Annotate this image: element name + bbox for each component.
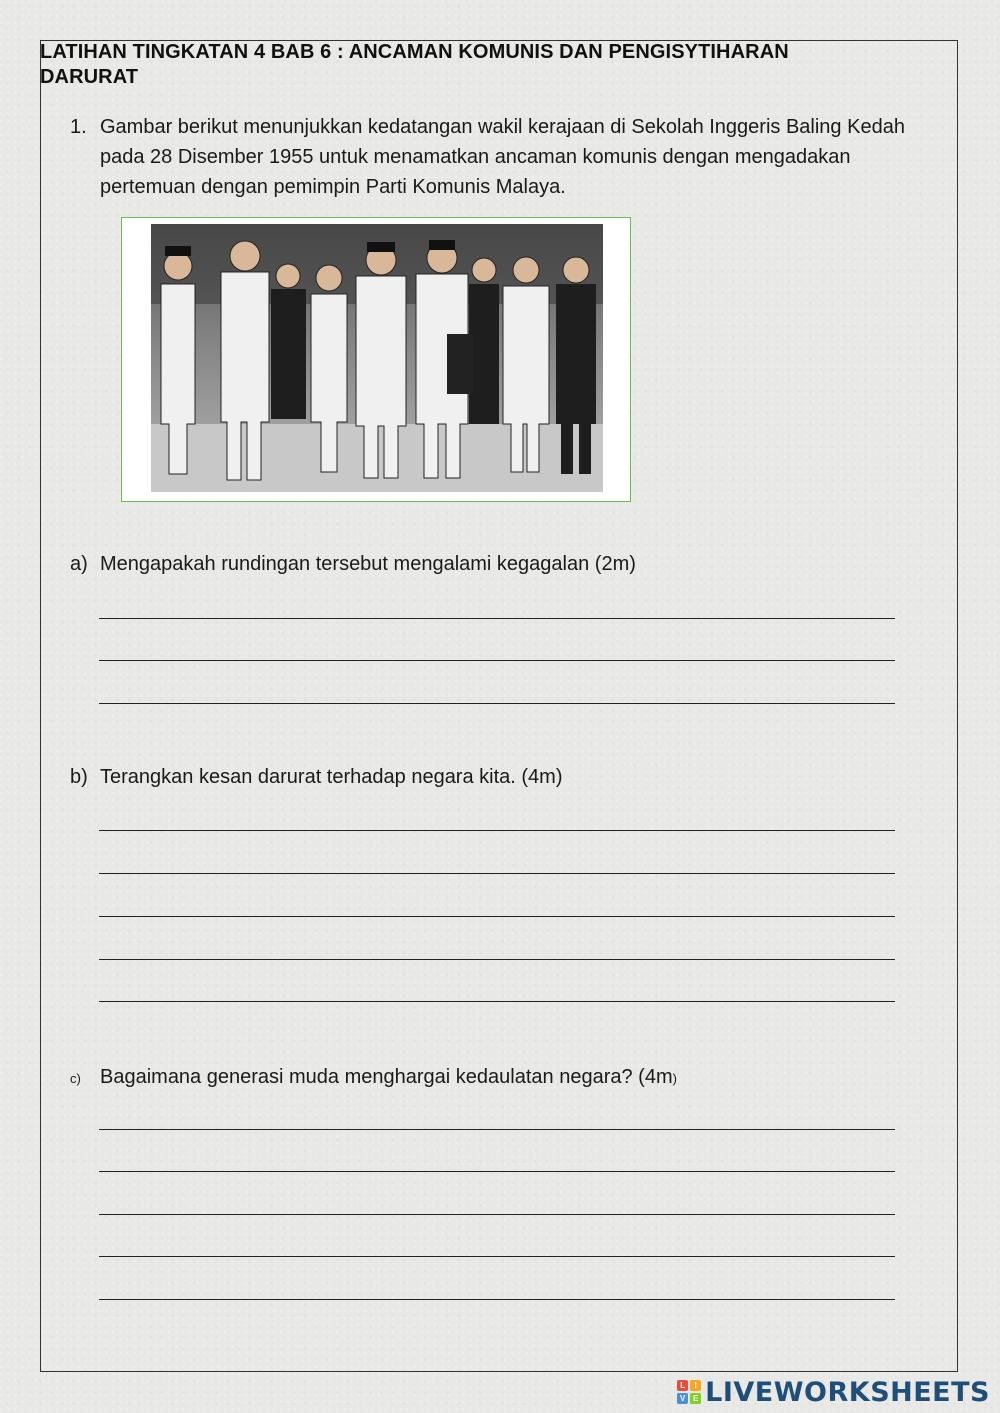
question-1 (70, 112, 930, 202)
answer-line[interactable] (99, 1171, 895, 1172)
answer-line[interactable] (99, 873, 895, 874)
photo-illustration (151, 224, 603, 492)
logo-letter: E (690, 1393, 701, 1404)
question-text: Gambar berikut menunjukkan kedatangan wakil kerajaan di Sekolah Inggeris Baling Kedah pada 28 Disember 1955 untuk menamatkan ancaman komunis dengan mengadakan pertemuan dengan pemimpin Parti Komunis Malaya. (100, 116, 905, 198)
answer-line[interactable] (99, 1256, 895, 1257)
answer-line[interactable] (99, 1299, 895, 1300)
subquestion-text: Terangkan kesan darurat terhadap negara kita. (4m) (100, 766, 563, 788)
subquestion-text: Mengapakah rundingan tersebut mengalami kegagalan (2m) (100, 553, 636, 575)
title-line-2: DARURAT (40, 66, 139, 88)
answer-line[interactable] (99, 830, 895, 831)
liveworksheets-footer (677, 1376, 990, 1408)
answer-line[interactable] (99, 703, 895, 704)
historical-photo (151, 224, 603, 492)
answer-line[interactable] (99, 916, 895, 917)
subquestion-label: b) (70, 766, 88, 788)
photo-frame (121, 217, 631, 502)
answer-line[interactable] (99, 660, 895, 661)
answer-line[interactable] (99, 1214, 895, 1215)
liveworksheets-logo-icon (677, 1380, 701, 1404)
answer-line[interactable] (99, 1001, 895, 1002)
answer-line[interactable] (99, 959, 895, 960)
brand-name: LIVEWORKSHEETS (705, 1376, 990, 1408)
subquestion-b (70, 764, 930, 790)
worksheet-title (40, 40, 940, 90)
logo-letter: L (677, 1380, 688, 1391)
logo-letter: I (690, 1380, 701, 1391)
subquestion-c (70, 1064, 930, 1092)
subquestion-a (70, 551, 930, 577)
answer-line[interactable] (99, 1129, 895, 1130)
subquestion-close-paren: ) (672, 1071, 677, 1086)
logo-letter: V (677, 1393, 688, 1404)
answer-line[interactable] (99, 618, 895, 619)
title-line-1: LATIHAN TINGKATAN 4 BAB 6 : ANCAMAN KOMUNIS DAN PENGISYTIHARAN (40, 41, 789, 63)
question-number: 1. (70, 116, 87, 138)
subquestion-text: Bagaimana generasi muda menghargai kedaulatan negara? (4m (100, 1066, 673, 1088)
subquestion-label: c) (70, 1071, 81, 1086)
subquestion-label: a) (70, 553, 88, 575)
